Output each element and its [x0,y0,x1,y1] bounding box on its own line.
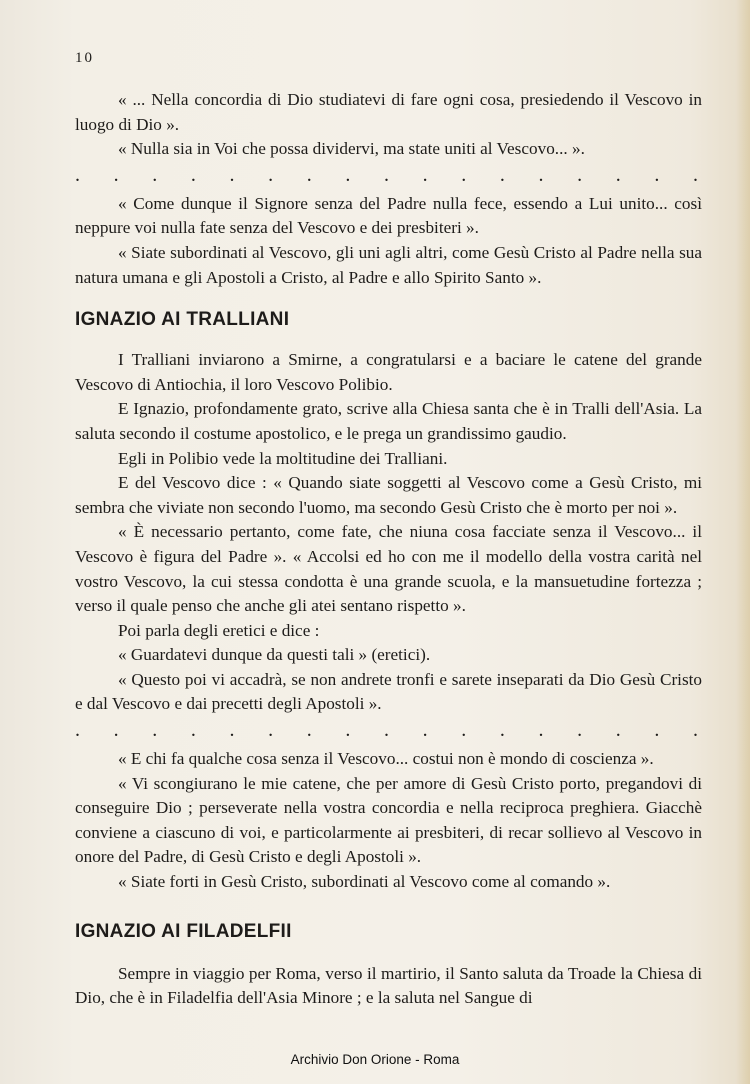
paragraph: « Siate subordinati al Vescovo, gli uni agli altri, come Gesù Cristo al Padre nella sua natura umana e gli Apostoli a Cristo, al Padre e allo Spirito Santo ». [75,242,702,287]
section-heading-tralliani: IGNAZIO AI TRALLIANI [75,309,290,331]
paragraph: « ... Nella concordia di Dio studiatevi di fare ogni cosa, presiedendo il Vescovo in luogo di Dio ». [75,90,702,134]
page-edge-shadow [736,0,750,1084]
paragraph: « Vi scongiurano le mie catene, che per amore di Gesù Cristo porto, pregandovi di conseguire Dio ; perseverate nella vostra concordia e nella reciproca preghiera. Giacchè conviene a ciascuno di voi, e particolarmente ai presbiteri, di recar sollievo al Vescovo in onore del Padre, di Gesù Cristo e degli Apostoli ». [75,773,702,867]
section-heading-filadelfii: IGNAZIO AI FILADELFII [75,920,292,942]
section-filadelfii-body [75,962,702,1011]
paragraph: I Tralliani inviarono a Smirne, a congratularsi e a baciare le catene del grande Vescovo di Antiochia, il loro Vescovo Polibio. [75,350,702,394]
ellipsis-separator: . . . . . . . . . . . . . . . . . [75,163,698,186]
paragraph: « Siate forti in Gesù Cristo, subordinati al Vescovo come al comando ». [118,872,611,892]
paragraph: « Guardatevi dunque da questi tali » (eretici). [118,645,431,665]
ellipsis-separator: . . . . . . . . . . . . . . . . . [75,719,698,742]
quote-block-1 [75,88,702,162]
section-tralliani-body [75,348,702,717]
quote-block-2 [75,192,702,290]
paragraph: « Nulla sia in Voi che possa dividervi, ma state uniti al Vescovo... ». [118,139,585,159]
section-tralliani-body-continued [75,747,702,895]
page-number: 10 [75,50,94,66]
paragraph: E del Vescovo dice : « Quando siate soggetti al Vescovo come a Gesù Cristo, mi sembra che viviate non secondo l'uomo, ma secondo Gesù Cristo che è morto per noi ». [75,473,702,517]
page-content [75,88,702,1011]
paragraph: E Ignazio, profondamente grato, scrive alla Chiesa santa che è in Tralli dell'Asia. La saluta secondo il costume apostolico, e le prega un grandissimo gaudio. [75,399,702,443]
paragraph: Sempre in viaggio per Roma, verso il martirio, il Santo saluta da Troade la Chiesa di Dio, che è in Filadelfia dell'Asia Minore ; e la saluta nel Sangue di [75,963,702,1008]
paragraph: « Questo poi vi accadrà, se non andrete tronfi e sarete inseparati da Dio Gesù Cristo e dal Vescovo e dai precetti degli Apostoli ». [75,669,702,714]
paragraph: Poi parla degli eretici e dice : [118,620,320,640]
paragraph: Egli in Polibio vede la moltitudine dei Tralliani. [118,448,448,468]
paragraph: « È necessario pertanto, come fate, che niuna cosa facciate senza il Vescovo... il Vescovo è figura del Padre ». « Accolsi ed ho con me il modello della vostra carità nel vostro Vescovo, la cui stessa condotta è una grande scuola, e la mansuetudine fortezza ; verso il quale penso che anche gli atei sentano rispetto ». [75,522,702,616]
paragraph: « E chi fa qualche cosa senza il Vescovo... costui non è mondo di coscienza ». [118,749,654,769]
archive-footer: Archivio Don Orione - Roma [290,1052,460,1067]
paragraph: « Come dunque il Signore senza del Padre nulla fece, essendo a Lui unito... così neppure voi nulla fate senza del Vescovo e dei presbiteri ». [75,193,702,238]
